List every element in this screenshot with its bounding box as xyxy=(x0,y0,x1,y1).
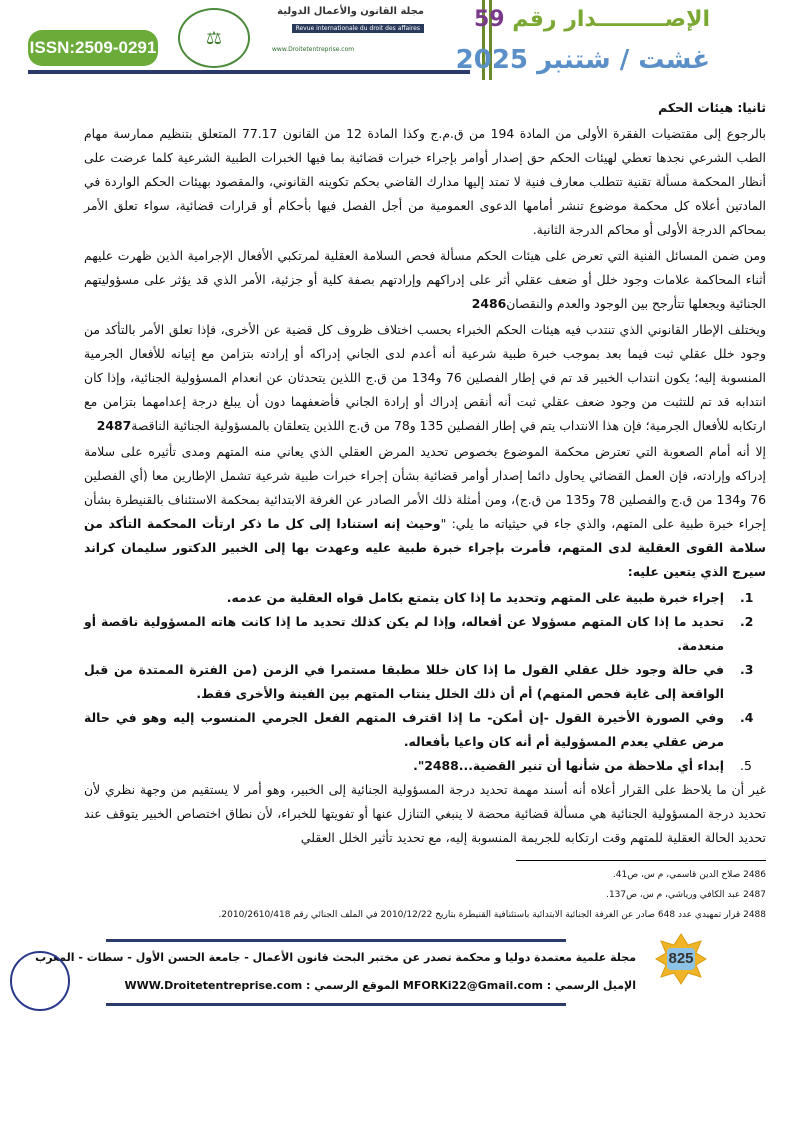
list-item xyxy=(84,754,766,778)
paragraph-text: إلا أنه أمام الصعوبة التي تعترض محكمة الموضوع بخصوص تحديد المرض العقلي الذي يعاني منه المتهم ومدى تأثيره على سلامة إدراكه وإرادته، فإن العمل القضائي يحاول دائما إصدار أوامر قضائية بشأن إجراء خبرات طبية شرعية تشمل الإطارين معا (أي الفصلين 76 و134 من ق.ج والفصلين 78 و135 من ق.ج)، ومن أمثلة ذلك الأمر الصادر عن الغرفة الابتدائية بمحكمة الاستئناف بالقنيطرة بشأن إجراء خبرة طبية على المتهم، والذي جاء في حيثياته ما يلي: " xyxy=(84,444,766,531)
paragraph xyxy=(84,318,766,438)
footnote: 2487 عبد الكافي ورياشي، م س، ص137. xyxy=(606,890,766,900)
list-item xyxy=(84,610,766,658)
list-item xyxy=(84,706,766,754)
footer-divider xyxy=(106,939,566,942)
lab-seal-logo: ⚖ xyxy=(178,8,250,68)
list-item xyxy=(84,658,766,706)
item-number: 4. xyxy=(740,710,754,725)
header-divider xyxy=(28,70,470,74)
item-text: إجراء خبرة طبية على المتهم وتحديد ما إذا كان يتمتع بكامل قواه العقلية من عدمه. xyxy=(226,590,724,605)
paragraph: بالرجوع إلى مقتضيات الفقرة الأولى من المادة 194 من ق.م.ج وكذا المادة 12 من القانون 77.17 المتعلق بتنظيم ممارسة مهام الطب الشرعي نجدها تعطي لهيئات الحكم حق إصدار أوامر بإجراء خبرات قضائية بما فيها الخبرات الطبية الشرعية كلما عرضت على أنظار المحكمة مسألة تقنية تتطلب معارف فنية لا تمتد إليها مدارك القاضي بحكم تكوينه القانوني، والمقصود بهيئات الحكم الواردة في المادتين أعلاه كل محكمة موضوع تنشر أمامها الدعوى العمومية من أجل الفصل فيها بأحكام أو قرارات قضائية، سواء تعلق الأمر بمحاكم الدرجة الأولى أو محاكم الدرجة الثانية. xyxy=(84,126,766,237)
article-body xyxy=(84,96,766,850)
journal-subtitle: Revue internationale du droit des affaires xyxy=(292,24,424,33)
footnote-separator xyxy=(516,860,766,861)
item-number: 1. xyxy=(740,590,754,605)
director-seal-logo xyxy=(10,951,70,1011)
paragraph-text: ومن ضمن المسائل الفنية التي تعرض على هيئات الحكم مسألة فحص السلامة العقلية لمرتكبي الأفعال الإجرامية الذين ظهرت عليهم أثناء المحاكمة علامات وجود خلل أو ضعف عقلي أثر على إدراكهم وإرادتهم بصفة كلية أو جزئية، الأمر الذي قد يؤثر على مسؤوليتهم الجنائية ويجعلها تتأرجح بين الوجود والعدم والنقصان xyxy=(84,248,766,311)
quoted-text: وحيث إنه استنادا إلى كل ما ذكر ارتأت المحكمة التأكد من سلامة القوى العقلية لدى المتهم، فأمرت بإجراء خبرة طبية عليه وعهدت بها إلى الخبير الدكتور سليمان كراند سيرج الذي يتعين عليه: xyxy=(84,516,766,579)
section-heading: ثانيا: هيئات الحكم xyxy=(658,100,766,115)
journal-logo xyxy=(272,6,472,68)
footer-contact: الإميل الرسمي : MFORKi22@Gmail.com الموقع الرسمي : WWW.Droitetentreprise.com xyxy=(124,979,636,992)
paragraph xyxy=(84,440,766,584)
footnote-ref[interactable]: 2487 xyxy=(96,418,132,433)
footnote: 2486 صلاح الدين قاسمي، م س، ص41. xyxy=(612,870,766,880)
footnote: 2488 قرار تمهيدي عدد 648 صادر عن الغرفة الجنائية الابتدائية باستئنافية القنيطرة بتاريخ 2010/12/22 في الملف الجنائي رقم 2010/2610/418. xyxy=(218,910,766,920)
item-number: 5. xyxy=(740,758,752,773)
issn-badge: ISSN:2509-0291 xyxy=(28,30,158,66)
item-text: وفي الصورة الأخيرة القول -إن أمكن- ما إذا اقترف المتهم الفعل الجرمي المنسوب إليه وهو في حالة مرض عقلي يعدم المسؤولية أم أنه كان واعيا بأفعاله. xyxy=(84,710,724,749)
footer-journal-info: مجلة علمية معتمدة دوليا و محكمة تصدر عن مختبر البحث قانون الأعمال - جامعة الحسن الأول - سطات - المغرب xyxy=(35,951,636,964)
footnotes xyxy=(84,865,766,925)
issue-label: الإصـــــــــدار رقم xyxy=(512,7,710,32)
journal-website: www.Droitetentreprise.com xyxy=(272,46,355,53)
page-header xyxy=(0,0,793,96)
item-number: 2. xyxy=(740,614,754,629)
paragraph: غير أن ما يلاحظ على القرار أعلاه أنه أسند مهمة تحديد درجة المسؤولية الجنائية إلى الخبير، وهو أمر لا يستقيم من وجهة نظري لأن تحديد درجة المسؤولية الجنائية هي مسألة قضائية محضة لا ينبغي التنازل عنها أو تفويتها للخبراء، لأن نطاق اختصاص الخبير يتوقف عند تحديد الحالة العقلية للمتهم وقت ارتكابه للجريمة المنسوبة إليه، مع تحديد تأثير الخلل العقلي xyxy=(84,782,766,845)
paragraph xyxy=(84,244,766,316)
issue-number: 59 xyxy=(473,7,505,32)
issue-title xyxy=(473,4,710,36)
page-number: 825 xyxy=(668,950,694,967)
footnote-ref[interactable]: 2486 xyxy=(471,296,507,311)
item-text: في حالة وجود خلل عقلي القول ما إذا كان خللا مطبقا مستمرا في الزمن (من الفترة الممتدة من قبل الواقعة إلى غاية فحص المتهم) أم أن ذلك الخلل ينتاب المتهم بين الفينة والأخرى فقط. xyxy=(84,662,724,701)
paragraph-text: ويختلف الإطار القانوني الذي تنتدب فيه هيئات الحكم الخبراء بحسب اختلاف ظروف كل قضية عن الأخرى، فإذا تعلق الأمر بالتأكد من وجود خلل عقلي ثبت فيما بعد بموجب خبرة طبية شرعية أنه أعدم لدى الجاني إدراكه أو إرادته بتزامن مع إتيانه للأفعال الجرمية المنسوبة إليه؛ يكون انتداب الخبير قد تم في إطار الفصلين 76 و134 من ق.ج اللذين يتحدثان عن انعدام المسؤولية الجنائية، وإذا كان انتدابه قد تم للتثبت من وجود ضعف عقلي ثبت أنه أنقص إدراك أو إرادة الجاني فأضعفهما دون أن يبلغ درجة إعدامهما بتزامن مع ارتكابه للأفعال الجرمية؛ فإن هذا الانتداب يتم في إطار الفصلين 135 و78 من ق.ج اللذين يتعلقان بالمسؤولية الجنائية الناقصة xyxy=(84,322,766,433)
item-text: إبداء أي ملاحظة من شأنها أن تنير القضية...2488". xyxy=(413,758,724,773)
item-text: تحديد ما إذا كان المتهم مسؤولا عن أفعاله، وإذا لم يكن كذلك تحديد ما إذا كانت هاته المسؤولية ناقصة أو منعدمة. xyxy=(84,614,724,653)
journal-title: مجلة القانون والأعمال الدولية xyxy=(277,6,424,17)
issue-date: غشت / شتنبر 2025 xyxy=(455,45,710,75)
footer-divider xyxy=(106,1003,566,1006)
page-footer xyxy=(0,933,793,1023)
list-item xyxy=(84,586,766,610)
item-number: 3. xyxy=(740,662,754,677)
